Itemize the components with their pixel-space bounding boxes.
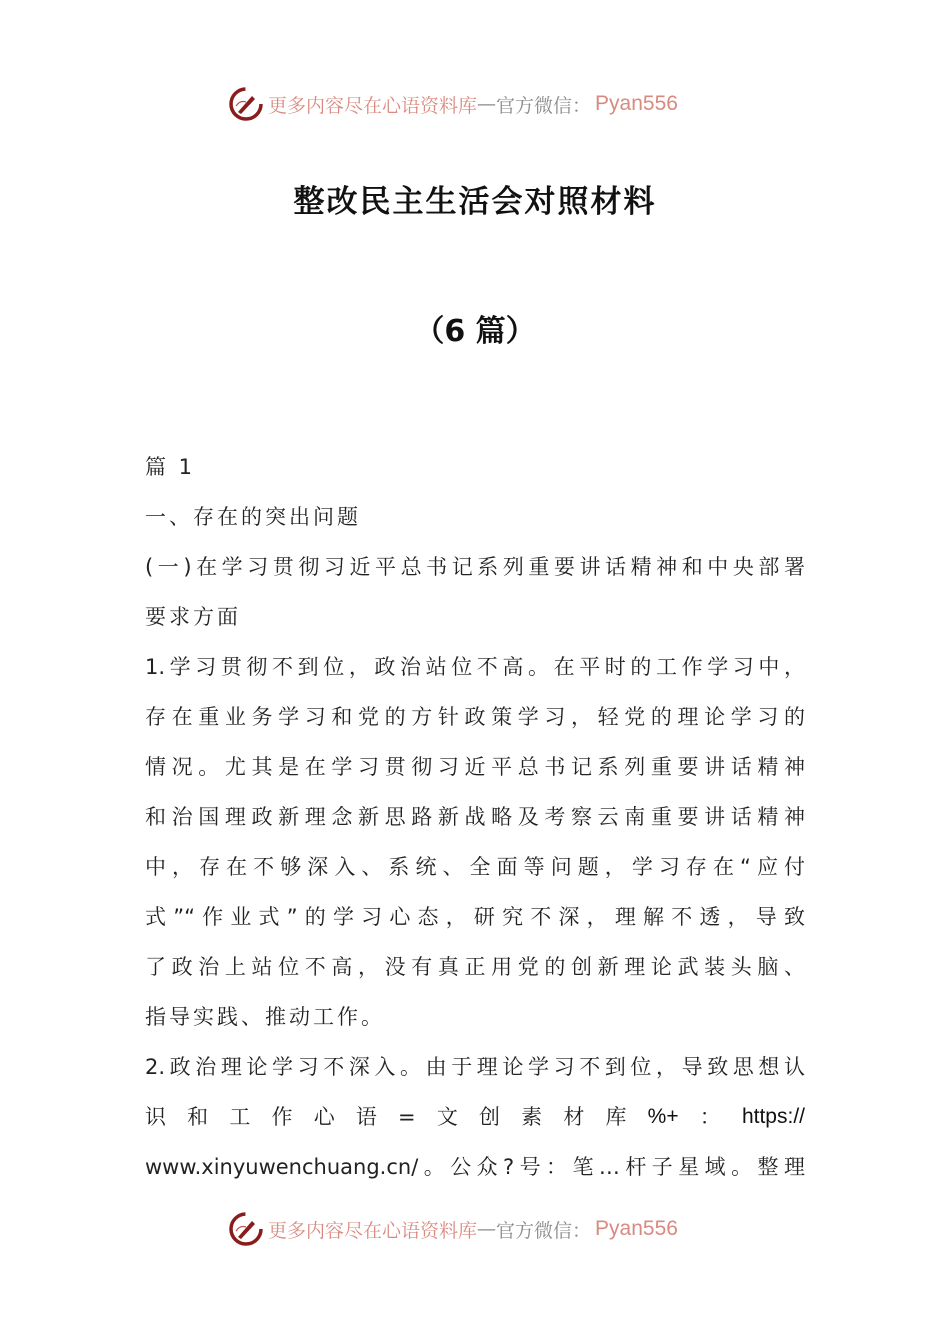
token: 库 — [605, 1105, 627, 1129]
watermark-banner-top — [228, 84, 708, 124]
watermark-red-text: 更多内容尽在心语资料库 — [268, 94, 478, 117]
token: ： — [699, 1105, 721, 1129]
token: 创 — [478, 1105, 500, 1129]
quill-pen-logo-icon — [228, 86, 264, 122]
paragraph-line: 1.学习贯彻不到位，政治站位不高。在平时的工作学习中， — [145, 655, 805, 679]
watermark-banner-bottom — [228, 1209, 708, 1249]
watermark-gray-text: 官方微信： — [496, 1219, 592, 1242]
watermark-dash: — — [477, 1218, 497, 1240]
heading-level-2-cont: 要求方面 — [145, 605, 241, 629]
paragraph-line: 了政治上站位不高，没有真正用党的创新理论武装头脑、 — [145, 955, 805, 979]
paragraph-line: 情况。尤其是在学习贯彻习近平总书记系列重要讲话精神 — [145, 755, 805, 779]
token: 语 — [355, 1105, 377, 1129]
watermark-wechat-id: Pyan556 — [595, 92, 678, 115]
token: 工 — [229, 1105, 251, 1129]
token: 文 — [436, 1105, 458, 1129]
paragraph-line-spread — [145, 1092, 805, 1142]
token: 素 — [521, 1105, 543, 1129]
token: 材 — [563, 1105, 585, 1129]
token: %+ — [647, 1105, 679, 1128]
token: 识 — [145, 1105, 166, 1129]
document-body — [145, 442, 805, 1192]
paragraph-line: www.xinyuwenchuang.cn/。公众?号：笔…杆子星域。整理 — [145, 1155, 805, 1179]
token: 和 — [187, 1105, 209, 1129]
paragraph-line: 指导实践、推动工作。 — [145, 1005, 385, 1029]
paragraph-line: 中，存在不够深入、系统、全面等问题，学习存在“应付 — [145, 855, 805, 879]
watermark-wechat-id: Pyan556 — [595, 1217, 678, 1240]
url-text: https:// — [741, 1105, 805, 1128]
token: 心 — [313, 1105, 335, 1129]
watermark-red-text: 更多内容尽在心语资料库 — [268, 1219, 478, 1242]
paragraph-line: 2.政治理论学习不深入。由于理论学习不到位，导致思想认 — [145, 1055, 805, 1079]
heading-level-1: 一、存在的突出问题 — [145, 505, 361, 529]
token: = — [398, 1105, 416, 1129]
watermark-dash: — — [477, 93, 497, 115]
quill-pen-logo-icon — [228, 1211, 264, 1247]
heading-level-2: (一)在学习贯彻习近平总书记系列重要讲话精神和中央部署 — [145, 555, 805, 579]
paragraph-line: 式”“作业式”的学习心态，研究不深，理解不透，导致 — [145, 905, 805, 929]
document-title: 整改民主生活会对照材料 — [293, 184, 657, 220]
paragraph-line: 存在重业务学习和党的方针政策学习，轻党的理论学习的 — [145, 705, 805, 729]
watermark-gray-text: 官方微信： — [496, 94, 592, 117]
token: 作 — [271, 1105, 293, 1129]
paragraph-line: 和治国理政新理念新思路新战略及考察云南重要讲话精神 — [145, 805, 805, 829]
section-label: 篇 1 — [145, 455, 196, 479]
document-subtitle: （6 篇） — [414, 314, 536, 349]
